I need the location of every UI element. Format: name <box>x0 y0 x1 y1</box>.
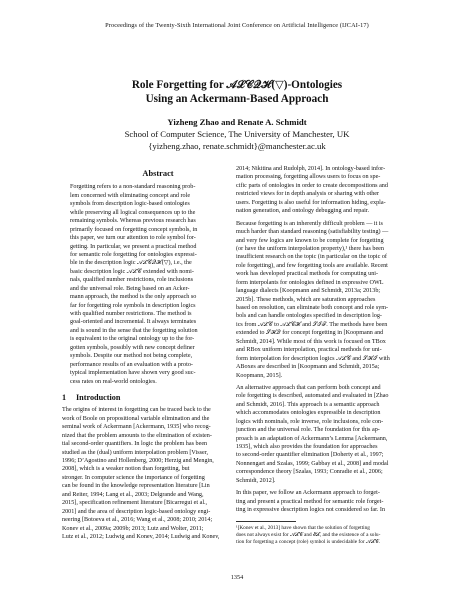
abstract-line: typical implementation have shown very good suc- <box>70 370 196 377</box>
introduction-line: seminal work of Ackermann [Ackermann, 1935] who recog- <box>62 424 211 431</box>
text-line: ics from 𝒜ℒ𝒞 to 𝒜ℒ𝒞ℋ and 𝒮ℐℱ. The methods have been <box>236 321 388 328</box>
author-names: Yizheng Zhao and Renate A. Schmidt <box>167 117 307 127</box>
introduction-line: nized that the problem amounts to the elimination of existen- <box>62 432 212 439</box>
introduction-body <box>62 406 254 541</box>
text-line: based on resolution, can eliminate both concept and role sym- <box>236 305 389 311</box>
text-line: bols and can handle ontologies specified in description log- <box>236 313 382 320</box>
text-line: and RBox uniform interpolation, practical methods for uni- <box>236 347 382 354</box>
introduction-line: tial second-order quantifiers. In logic the problem has been <box>62 441 208 448</box>
abstract-line: and is sound in the sense that the forgetting solution <box>70 327 198 334</box>
text-line: 1935], which also provides the foundation for approaches <box>236 444 378 450</box>
text-line: role forgetting is described, automated and evaluated in [Zhao <box>236 393 389 400</box>
footnote-line: tion for forgetting a concept (role) symbol is undecidable for 𝒜ℒ𝒞. <box>236 538 380 545</box>
text-line: which accommodates ontologies expressible in description <box>236 410 381 417</box>
text-line: junction and the universal role. The foundation for this ap- <box>236 427 380 434</box>
text-line: work has developed practical methods for computing uni- <box>236 271 379 278</box>
abstract-line: cess rates on real-world ontologies. <box>70 378 157 385</box>
abstract-line: mann approach, the method is the only approach so <box>70 294 197 301</box>
author-affiliation: School of Computer Science, The University of Manchester, UK <box>124 129 350 139</box>
text-line: ABoxes are described in [Koopmann and Schmidt, 2015a; <box>236 364 380 371</box>
text-line: Nonnengart and Szalas, 1999; Gabbay et al., 2008] and modal <box>236 460 389 467</box>
abstract-line: Forgetting refers to a non-standard reasoning prob- <box>70 184 196 191</box>
text-line: Schmidt, 2014]. While most of this work is focused on TBox <box>236 338 386 345</box>
text-line: form interpolants for ontologies defined in expressive OWL <box>236 279 384 286</box>
abstract-line: primarily focused on forgetting concept symbols, in <box>70 226 198 233</box>
paragraph-ontology-processing <box>236 165 429 216</box>
abstract-line: lem concerned with eliminating concept and role <box>70 192 191 199</box>
footnote-rule <box>236 521 296 522</box>
text-line: mation processing, forgetting allows users to focus on spe- <box>236 174 381 181</box>
text-line: and Schmidt, 2016]. This approach is a semantic approach <box>236 401 380 408</box>
text-line: users. Forgetting is also useful for information hiding, expla- <box>236 199 386 206</box>
abstract-line: while preserving all logical consequences up to the <box>70 209 196 216</box>
abstract-line: for semantic role forgetting for ontologies expressi- <box>70 251 197 258</box>
text-line: correspondence theory [Szalas, 1993; Conradie et al., 2006; <box>236 469 383 476</box>
title-line-2: Using an Ackermann-Based Approach <box>145 93 329 105</box>
text-line: Koopmann, 2015]. <box>236 372 283 379</box>
text-line: An alternative approach that can perform both concept and <box>236 384 381 391</box>
introduction-line: The origins of interest in forgetting can be traced back to the <box>62 407 211 414</box>
abstract-body <box>62 183 254 386</box>
abstract-line: symbols. Despite our method not being complete, <box>70 353 193 360</box>
text-line: logics with nominals, role inverse, role inclusions, role con- <box>236 418 384 425</box>
abstract-line: symbols from description logic-based ontologies <box>70 201 190 208</box>
text-line: form interpolation for description logics 𝒜ℒ𝒞 and 𝒮ℋℐ with <box>236 355 390 362</box>
title-line-1: Role Forgetting for 𝒜ℒ𝒞𝒬ℋ(▽)-Ontologies <box>131 79 343 91</box>
left-column <box>62 170 254 541</box>
author-emails: {yizheng.zhao, renate.schmidt}@manchester.ac.uk <box>148 141 326 151</box>
abstract-line: with qualified number restrictions. The method is <box>70 311 192 318</box>
introduction-line: stronger. In computer science the importance of forgetting <box>62 474 205 481</box>
abstract-line: far for forgetting role symbols in description logics <box>70 302 196 309</box>
abstract-line: nals, qualified number restrictions, role inclusions <box>70 277 193 284</box>
introduction-line: studied as the (dual) uniform interpolation problem [Visser, <box>62 449 209 456</box>
introduction-line: 1996; D’Agostino and Hollenberg, 2000; Herzig and Mengin, <box>62 458 214 465</box>
abstract-line: and the universal role. Being based on an Acker- <box>70 285 190 292</box>
introduction-line: 2008], which is a weaker notion than forgetting, but <box>62 466 190 473</box>
text-line: language dialects [Koopmann and Schmidt, 2013a; 2013b; <box>236 288 381 295</box>
abstract-line: goal-oriented and incremental. It always terminates <box>70 319 197 326</box>
text-line: to second-order quantifier elimination [Doherty et al., 1997; <box>236 452 384 459</box>
abstract-line: getting. In particular, we present a practical method <box>70 243 197 250</box>
footnote <box>236 525 429 546</box>
paragraph-this-paper <box>236 489 429 514</box>
right-column <box>236 165 429 546</box>
running-head: Proceedings of the Twenty-Sixth International Joint Conference on Artificial Intelligence (IJCAI-17) <box>105 22 369 29</box>
text-line: much harder than standard reasoning (satisfiability testing) — <box>236 229 389 236</box>
text-line: and very few logics are known to be complete for forgetting <box>236 237 384 244</box>
introduction-line: 2015], specification refinement literature [Bicarregui et al., <box>62 500 208 507</box>
abstract-line: is equivalent to the original ontology up to the for- <box>70 336 195 343</box>
text-line: role forgetting), and few forgetting tools are available. Recent <box>236 262 388 269</box>
author-block <box>0 116 474 152</box>
abstract-line: ble in the description logic 𝒜ℒ𝒞𝒬ℋ(▽), i.e., the <box>70 260 192 267</box>
introduction-line: and Reiter, 1994; Lang et al., 2003; Delgrande and Wang, <box>62 491 204 498</box>
text-line: In this paper, we follow an Ackermann approach to forget- <box>236 490 380 497</box>
introduction-line: 2001] and the area of description logic-based ontology engi- <box>62 508 211 515</box>
text-line: Schmidt, 2012]. <box>236 477 276 484</box>
section-title: Introduction <box>76 392 121 402</box>
text-line: cific parts of ontologies in order to create decompositions and <box>236 182 388 189</box>
text-line: ting and present a practical method for semantic role forget- <box>236 498 384 505</box>
abstract-line: basic description logic 𝒜ℒ𝒞 extended with nomi- <box>70 268 194 275</box>
text-line: nation generation, and ontology debugging and repair. <box>236 208 370 215</box>
introduction-line: can be found in the knowledge representation literature [Lin <box>62 483 210 490</box>
paragraph-difficulty <box>236 220 429 380</box>
text-line: Because forgetting is an inherently difficult problem — it is <box>236 220 383 227</box>
paper-title <box>0 78 474 106</box>
abstract-line: remaining symbols. Whereas previous research has <box>70 218 196 225</box>
text-line: ting in expressive description logics not considered so far. In <box>236 507 386 514</box>
introduction-line: neering [Botoeva et al., 2016; Wang et al., 2008; 2010; 2014; <box>62 517 213 524</box>
page-number: 1354 <box>230 574 244 581</box>
text-line: 2014; Nikitina and Rudolph, 2014]. In ontology-based infor- <box>236 166 386 172</box>
section-heading-introduction <box>62 394 254 402</box>
abstract-line: this paper, we turn our attention to role symbol for- <box>70 235 196 242</box>
text-line: restricted views for in depth analysis or sharing with other <box>236 191 380 198</box>
footnote-line: does not always exist for 𝒜ℒ𝒞 and ℰℒ, and the existence of a solu- <box>236 531 381 538</box>
text-line: proach is an adaptation of Ackermann’s Lemma [Ackermann, <box>236 435 388 442</box>
abstract-heading: Abstract <box>142 169 174 178</box>
introduction-line: Lutz et al., 2012; Ludwig and Konev, 2014; Ludwig and Konev, <box>62 533 220 540</box>
section-number: 1 <box>62 392 67 402</box>
footnote-line: ¹[Konev et al., 2013] have shown that the solution of forgetting <box>236 524 370 531</box>
text-line: insufficient research on the topic (in particular on the topic of <box>236 254 387 261</box>
paragraph-alternative-approach <box>236 384 429 485</box>
introduction-line: work of Boole on propositional variable elimination and the <box>62 415 210 422</box>
text-line: 2015b]. These methods, which are saturation approaches <box>236 296 376 303</box>
abstract-line: performance results of an evaluation with a proto- <box>70 361 193 368</box>
text-line: (or have the uniform interpolation property),¹ there has been <box>236 245 384 252</box>
abstract-line: gotten symbols, possibly with new concept definer <box>70 344 195 351</box>
introduction-line: Konev et al., 2009a; 2009b; 2013; Lutz and Wolter, 2011; <box>62 525 204 532</box>
text-line: extended to 𝒮ℋ𝒬 for concept forgetting in [Koopmann and <box>236 330 384 337</box>
